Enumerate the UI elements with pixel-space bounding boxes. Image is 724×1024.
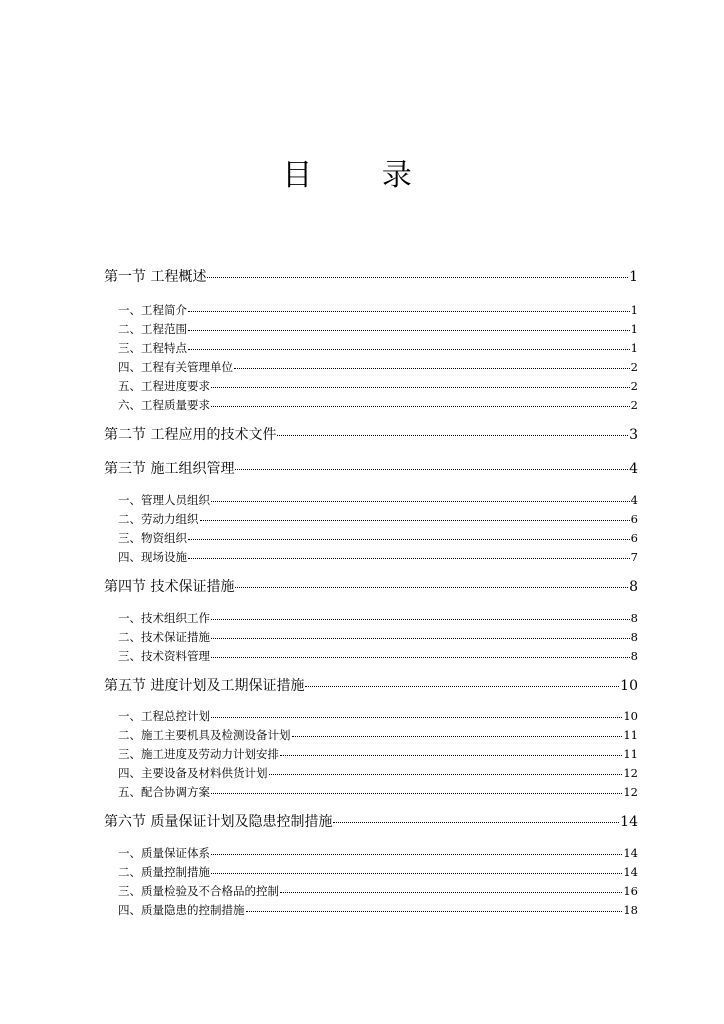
toc-entry-label: 一、管理人员组织 (118, 493, 210, 507)
toc-page-number: 6 (630, 531, 638, 545)
toc-page-number: 2 (630, 360, 638, 374)
dot-leader (234, 367, 630, 369)
toc-entry-label: 一、质量保证体系 (118, 846, 210, 860)
toc-page-number: 18 (623, 903, 638, 917)
toc-page-number: 11 (623, 747, 638, 761)
toc-entry-label: 第三节 施工组织管理 (104, 461, 235, 477)
toc-subsection[interactable] (118, 549, 638, 565)
toc-entry-label: 四、质量隐患的控制措施 (118, 903, 245, 917)
toc-page-number: 10 (623, 709, 638, 723)
toc-page-number: 2 (630, 398, 638, 412)
page-title: 目 录 (282, 158, 442, 193)
dot-leader (277, 434, 628, 436)
toc-entry-label: 五、工程进度要求 (118, 379, 210, 393)
dot-leader (211, 872, 622, 874)
dot-leader (333, 821, 619, 823)
toc-entry-label: 一、工程总控计划 (118, 709, 210, 723)
toc-section[interactable] (104, 458, 638, 478)
toc-page-number: 12 (623, 785, 638, 799)
toc-entry-label: 一、技术组织工作 (118, 611, 210, 625)
toc-subsection[interactable] (118, 845, 638, 861)
toc-page-number: 1 (629, 269, 638, 285)
toc-entry-label: 二、技术保证措施 (118, 630, 210, 644)
toc-subsection[interactable] (118, 321, 638, 337)
dot-leader (188, 310, 630, 312)
toc-page-number: 8 (630, 611, 638, 625)
toc-entry-label: 三、工程特点 (118, 341, 187, 355)
dot-leader (211, 500, 630, 502)
toc-page-number: 14 (623, 846, 638, 860)
toc-section[interactable] (104, 576, 638, 596)
toc-subsection[interactable] (118, 302, 638, 318)
toc-subsection[interactable] (118, 359, 638, 375)
dot-leader (188, 538, 630, 540)
toc-entry-label: 三、技术资料管理 (118, 649, 210, 663)
toc-page-number: 2 (630, 379, 638, 393)
toc-section[interactable] (104, 675, 638, 695)
dot-leader (207, 276, 628, 278)
toc-subsection[interactable] (118, 530, 638, 546)
toc-entry-label: 五、配合协调方案 (118, 785, 210, 799)
toc-subsection[interactable] (118, 864, 638, 880)
toc-entry-label: 一、工程简介 (118, 303, 187, 317)
dot-leader (280, 754, 622, 756)
toc-page-number: 4 (630, 493, 638, 507)
toc-entry-label: 六、工程质量要求 (118, 398, 210, 412)
toc-subsection[interactable] (118, 378, 638, 394)
dot-leader (211, 618, 630, 620)
toc-entry-label: 三、施工进度及劳动力计划安排 (118, 747, 279, 761)
toc-page-number: 11 (623, 728, 638, 742)
toc-subsection[interactable] (118, 340, 638, 356)
toc-entry-label: 二、劳动力组织 (118, 512, 199, 526)
toc-page-number: 7 (630, 550, 638, 564)
toc-entry-label: 二、施工主要机具及检测设备计划 (118, 728, 291, 742)
dot-leader (211, 405, 630, 407)
toc-subsection[interactable] (118, 397, 638, 413)
toc-page-number: 8 (630, 630, 638, 644)
dot-leader (280, 891, 622, 893)
toc-entry-label: 四、现场设施 (118, 550, 187, 564)
toc-subsection[interactable] (118, 492, 638, 508)
dot-leader (246, 910, 623, 912)
toc-page-number: 4 (629, 461, 638, 477)
toc-page-number: 1 (630, 322, 638, 336)
toc-subsection[interactable] (118, 610, 638, 626)
toc-entry-label: 第二节 工程应用的技术文件 (104, 427, 277, 443)
toc-page-number: 16 (623, 884, 638, 898)
dot-leader (305, 685, 619, 687)
toc-subsection[interactable] (118, 746, 638, 762)
toc-page-number: 10 (620, 678, 638, 694)
toc-page-number: 12 (623, 766, 638, 780)
toc-entry-label: 三、物资组织 (118, 531, 187, 545)
toc-page-number: 8 (629, 579, 638, 595)
toc-subsection[interactable] (118, 765, 638, 781)
toc-subsection[interactable] (118, 784, 638, 800)
dot-leader (211, 792, 622, 794)
toc-page-number: 14 (620, 814, 638, 830)
toc-page-number: 3 (629, 427, 638, 443)
dot-leader (211, 853, 622, 855)
toc-section[interactable] (104, 266, 638, 286)
dot-leader (292, 735, 623, 737)
dot-leader (200, 519, 630, 521)
dot-leader (211, 656, 630, 658)
toc-entry-label: 第一节 工程概述 (104, 269, 207, 285)
toc-subsection[interactable] (118, 902, 638, 918)
toc-page-number: 1 (630, 303, 638, 317)
toc-page-number: 6 (630, 512, 638, 526)
dot-leader (211, 716, 622, 718)
dot-leader (211, 637, 630, 639)
toc-subsection[interactable] (118, 883, 638, 899)
toc-entry-label: 四、主要设备及材料供货计划 (118, 766, 268, 780)
toc-subsection[interactable] (118, 648, 638, 664)
toc-page-number: 14 (623, 865, 638, 879)
toc-subsection[interactable] (118, 629, 638, 645)
dot-leader (235, 586, 628, 588)
toc-page-number: 8 (630, 649, 638, 663)
dot-leader (188, 348, 630, 350)
toc-subsection[interactable] (118, 708, 638, 724)
toc-entry-label: 二、质量控制措施 (118, 865, 210, 879)
dot-leader (269, 773, 623, 775)
toc-entry-label: 第六节 质量保证计划及隐患控制措施 (104, 814, 333, 830)
toc-entry-label: 二、工程范围 (118, 322, 187, 336)
toc-page-number: 1 (630, 341, 638, 355)
dot-leader (188, 557, 630, 559)
dot-leader (188, 329, 630, 331)
toc-entry-label: 第四节 技术保证措施 (104, 579, 235, 595)
dot-leader (211, 386, 630, 388)
dot-leader (235, 468, 628, 470)
toc-subsection[interactable] (118, 511, 638, 527)
toc-subsection[interactable] (118, 727, 638, 743)
toc-entry-label: 第五节 进度计划及工期保证措施 (104, 678, 305, 694)
toc-entry-label: 三、质量检验及不合格品的控制 (118, 884, 279, 898)
toc-entry-label: 四、工程有关管理单位 (118, 360, 233, 374)
toc-section[interactable] (104, 424, 638, 444)
toc-section[interactable] (104, 811, 638, 831)
